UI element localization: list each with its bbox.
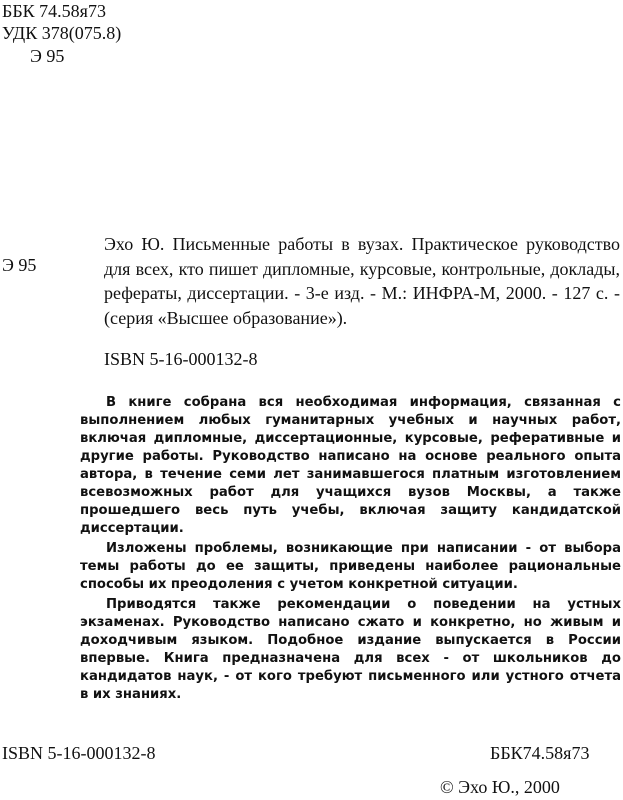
isbn-footer: ISBN 5-16-000132-8 (2, 743, 156, 763)
copyright-notice: © Эхо Ю., 2000 (440, 777, 560, 797)
bibliographic-citation: Эхо Ю. Письменные работы в вузах. Практическое руководство для всех, кто пишет дипломные, курсовые, контрольные, доклады, рефераты, диссертации. - 3-е изд. - М.: ИНФРА-М, 2000. - 127 с. - (серия «Высшее образование»). (104, 234, 620, 328)
abstract-block (80, 394, 621, 704)
bbk-code-top: ББК 74.58я73 (2, 1, 106, 21)
author-mark-side: Э 95 (2, 255, 37, 275)
abstract-paragraph-1: В книге собрана вся необходимая информация, связанная с выполнением любых гуманитарных учебных и научных работ, включая дипломные, диссертационные, курсовые, реферативные и другие работы. Руководство написано на основе реального опыта автора, в течение семи лет занимавшегося платным изготовлением всевозможных работ для учащихся вузов Москвы, а также прошедшего весь путь учебы, включая защиту кандидатской диссертации. (80, 395, 621, 536)
bbk-code-footer: ББК74.58я73 (490, 743, 590, 763)
isbn-citation: ISBN 5-16-000132-8 (104, 349, 258, 369)
author-mark-top: Э 95 (30, 46, 65, 66)
udk-code: УДК 378(075.8) (2, 23, 122, 43)
abstract-paragraph-3: Приводятся также рекомендации о поведении на устных экзаменах. Руководство написано сжато и конкретно, но живым и доходчивым языком. Подобное издание выпускается в России впервые. Книга предназначена для всех - от школьников до кандидатов наук, - от кого требуют письменного или устного отчета в их знаниях. (80, 597, 621, 702)
abstract-paragraph-2: Изложены проблемы, возникающие при написании - от выбора темы работы до ее защиты, приведены наиболее рациональные способы их преодоления с учетом конкретной ситуации. (80, 541, 621, 592)
